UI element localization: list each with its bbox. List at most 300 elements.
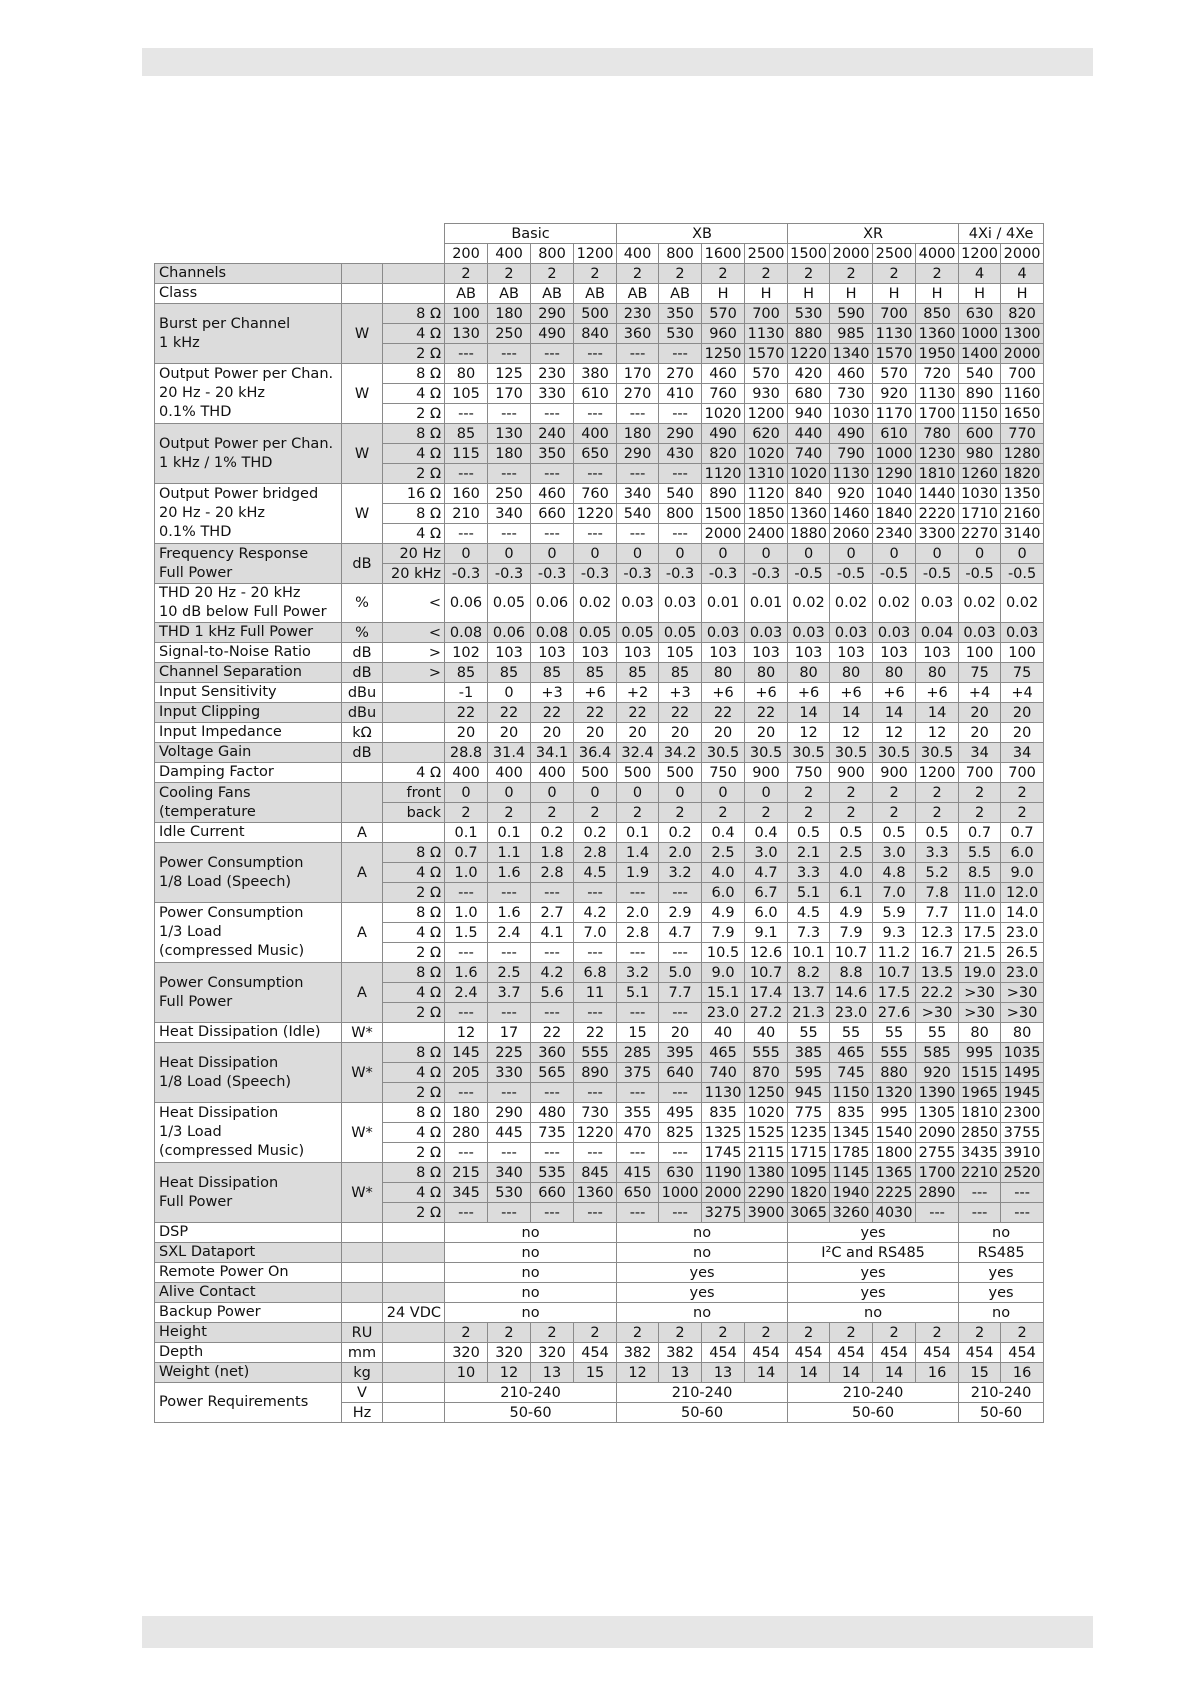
group-cell: no [617,1243,788,1263]
model-header: 200 [445,244,488,264]
table-cell: 0 [1001,544,1044,564]
table-cell: 565 [531,1063,574,1083]
table-cell: 2 [531,803,574,823]
group-cell: no [788,1303,959,1323]
table-cell: 1.4 [617,843,659,863]
table-cell: 980 [959,444,1001,464]
row-unit: W* [342,1023,383,1043]
table-cell: 700 [1001,364,1044,384]
table-cell: 0 [702,783,745,803]
table-cell: 3435 [959,1143,1001,1163]
row-unit: A [342,963,383,1023]
row-sublabel [383,723,445,743]
table-cell: 0.1 [488,823,531,843]
table-cell: 3.2 [659,863,702,883]
table-cell: 0.02 [1001,584,1044,623]
table-cell: 1820 [788,1183,830,1203]
table-cell: --- [659,943,702,963]
table-cell: 2400 [745,524,788,544]
table-cell: 1850 [745,504,788,524]
row-label [155,1363,342,1383]
table-cell: --- [445,404,488,424]
table-cell: 20 [702,723,745,743]
row-label-line: Depth [159,1344,204,1360]
table-cell: 5.2 [916,863,959,883]
table-cell: 12 [873,723,916,743]
row-label [155,1163,342,1223]
row-label-line: Power Consumption [159,974,304,991]
table-cell: 470 [617,1123,659,1143]
model-header: 400 [488,244,531,264]
table-cell: 22 [531,703,574,723]
table-cell: 20 [1001,723,1044,743]
table-cell: 2.7 [531,903,574,923]
table-cell: --- [488,1143,531,1163]
table-cell: 6.0 [1001,843,1044,863]
table-row [155,783,1044,803]
table-cell: 0 [745,783,788,803]
table-cell: 1390 [916,1083,959,1103]
table-cell: 465 [702,1043,745,1063]
table-row [155,1383,1044,1403]
table-cell: 2 [959,803,1001,823]
table-cell: 700 [1001,763,1044,783]
row-label-line: Damping Factor [159,764,274,780]
table-cell: 775 [788,1103,830,1123]
table-cell: --- [574,524,617,544]
table-cell: 1360 [574,1183,617,1203]
row-label-line: Power Consumption [159,854,304,871]
table-cell: 1130 [830,464,873,484]
row-label [155,1263,342,1283]
row-unit: W [342,424,383,484]
table-cell: 454 [916,1343,959,1363]
model-header: 400 [617,244,659,264]
table-cell: 1250 [702,344,745,364]
table-row [155,663,1044,683]
table-cell: 535 [531,1163,574,1183]
table-cell: 460 [830,364,873,384]
group-cell: no [959,1223,1044,1243]
table-cell: 820 [1001,304,1044,324]
table-cell: 20 [617,723,659,743]
table-cell: AB [445,284,488,304]
table-cell: 2.0 [617,903,659,923]
table-cell: 345 [445,1183,488,1203]
table-cell: 170 [488,384,531,404]
row-label-line: Channel Separation [159,664,302,680]
table-cell: --- [659,1083,702,1103]
row-sublabel [383,683,445,703]
table-cell: 850 [916,304,959,324]
table-cell: 880 [873,1063,916,1083]
table-cell: 2 [1001,783,1044,803]
row-sublabel: 8 Ω [383,1163,445,1183]
table-cell: 0.06 [488,623,531,643]
table-cell: 3.0 [745,843,788,863]
group-cell: 210-240 [959,1383,1044,1403]
row-label [155,1303,342,1323]
table-cell: H [916,284,959,304]
table-cell: 15.1 [702,983,745,1003]
table-cell: 540 [659,484,702,504]
table-cell: 80 [745,663,788,683]
row-sublabel: 8 Ω [383,504,445,524]
row-label-line: Input Sensitivity [159,684,277,700]
table-cell: 12.0 [1001,883,1044,903]
table-cell: 80 [788,663,830,683]
row-sublabel: 20 Hz [383,544,445,564]
group-cell: yes [959,1283,1044,1303]
row-sublabel: 8 Ω [383,424,445,444]
specifications-table [154,223,1044,1423]
table-cell: 720 [916,364,959,384]
table-cell: 230 [617,304,659,324]
table-cell: 7.7 [916,903,959,923]
table-cell: 940 [788,404,830,424]
group-header-row [155,224,1044,244]
table-cell: 14 [873,703,916,723]
model-header: 2500 [873,244,916,264]
table-row [155,584,1044,623]
table-cell: 55 [788,1023,830,1043]
group-cell: no [445,1263,617,1283]
table-cell: 10.5 [702,943,745,963]
table-cell: 0.1 [445,823,488,843]
table-cell: 600 [959,424,1001,444]
table-cell: 21.3 [788,1003,830,1023]
row-sublabel [383,264,445,284]
table-cell: 16 [1001,1363,1044,1383]
table-cell: 215 [445,1163,488,1183]
table-cell: 17.5 [959,923,1001,943]
table-cell: 85 [531,663,574,683]
table-cell: -0.3 [659,564,702,584]
row-sublabel: 24 VDC [383,1303,445,1323]
table-cell: 2.9 [659,903,702,923]
table-cell: 700 [959,763,1001,783]
table-cell: 2 [574,1323,617,1343]
table-row [155,304,1044,324]
table-cell: 490 [531,324,574,344]
table-row [155,1323,1044,1343]
table-cell: 22 [617,703,659,723]
row-sublabel [383,1223,445,1243]
table-cell: >30 [916,1003,959,1023]
table-cell: 2.4 [488,923,531,943]
table-cell: AB [488,284,531,304]
row-sublabel: > [383,663,445,683]
table-cell: 0.2 [659,823,702,843]
table-cell: 1220 [574,1123,617,1143]
table-cell: 3140 [1001,524,1044,544]
table-cell: --- [574,1083,617,1103]
table-cell: 395 [659,1043,702,1063]
table-cell: +4 [959,683,1001,703]
table-cell: 36.4 [574,743,617,763]
row-sublabel: 4 Ω [383,524,445,544]
table-cell: 454 [745,1343,788,1363]
table-row [155,743,1044,763]
table-cell: --- [488,344,531,364]
row-label [155,823,342,843]
table-cell: 1200 [916,763,959,783]
model-header: 4000 [916,244,959,264]
table-cell: 2.8 [574,843,617,863]
table-cell: 360 [617,324,659,344]
table-cell: 0.7 [1001,823,1044,843]
table-cell: -0.5 [1001,564,1044,584]
table-cell: 880 [788,324,830,344]
table-cell: 1360 [916,324,959,344]
table-cell: 900 [745,763,788,783]
table-cell: 400 [574,424,617,444]
table-cell: 4.7 [659,923,702,943]
table-cell: 22 [445,703,488,723]
row-label-line: THD 1 kHz Full Power [159,624,314,640]
table-cell: >30 [959,983,1001,1003]
table-cell: 2 [702,1323,745,1343]
table-cell: 103 [617,643,659,663]
table-cell: 460 [531,484,574,504]
table-cell: --- [488,883,531,903]
table-cell: 2 [873,1323,916,1343]
table-cell: 0 [788,544,830,564]
table-cell: 0.03 [830,623,873,643]
table-cell: 945 [788,1083,830,1103]
table-cell: --- [531,464,574,484]
model-header: 1500 [788,244,830,264]
table-row [155,963,1044,983]
table-cell: 0 [574,544,617,564]
table-cell: --- [617,1203,659,1223]
table-row [155,1263,1044,1283]
table-cell: 400 [445,763,488,783]
row-unit [342,1243,383,1263]
table-cell: 790 [830,444,873,464]
table-cell: 55 [830,1023,873,1043]
table-cell: +6 [830,683,873,703]
table-cell: 740 [788,444,830,464]
table-cell: 1940 [830,1183,873,1203]
table-cell: 740 [702,1063,745,1083]
table-cell: 270 [659,364,702,384]
table-row [155,823,1044,843]
table-cell: -0.5 [873,564,916,584]
table-cell: --- [531,524,574,544]
table-cell: 4.5 [574,863,617,883]
row-sublabel [383,703,445,723]
table-cell: 100 [959,643,1001,663]
table-cell: 2 [659,803,702,823]
group-cell: no [959,1303,1044,1323]
table-row [155,1343,1044,1363]
table-cell: 382 [659,1343,702,1363]
row-label [155,643,342,663]
model-header: 800 [659,244,702,264]
row-unit: A [342,823,383,843]
table-cell: 745 [830,1063,873,1083]
table-cell: 900 [873,763,916,783]
table-cell: 20 [959,703,1001,723]
model-header: 1600 [702,244,745,264]
table-cell: 26.5 [1001,943,1044,963]
table-cell: 2.5 [702,843,745,863]
table-cell: 1745 [702,1143,745,1163]
table-cell: 12 [617,1363,659,1383]
table-cell: 2 [745,1323,788,1343]
table-cell: 0 [830,544,873,564]
table-cell: 8.8 [830,963,873,983]
table-cell: 0.05 [574,623,617,643]
table-cell: --- [445,464,488,484]
table-cell: --- [531,1203,574,1223]
row-sublabel: 2 Ω [383,344,445,364]
table-cell: -0.3 [531,564,574,584]
row-label-line: Heat Dissipation [159,1054,279,1071]
table-cell: 22.2 [916,983,959,1003]
table-cell: --- [445,1203,488,1223]
row-sublabel: 4 Ω [383,983,445,1003]
table-cell: 2115 [745,1143,788,1163]
row-unit: W* [342,1043,383,1103]
row-label-line: Frequency Response [159,545,309,562]
table-cell: 2520 [1001,1163,1044,1183]
table-cell: 0 [574,783,617,803]
row-unit: dBu [342,683,383,703]
row-unit [342,1303,383,1323]
table-cell: 10.7 [830,943,873,963]
table-cell: 2 [617,1323,659,1343]
table-cell: H [830,284,873,304]
table-cell: 14 [873,1363,916,1383]
table-cell: 1570 [873,344,916,364]
table-cell: 1030 [959,484,1001,504]
table-cell: --- [445,344,488,364]
table-cell: 500 [617,763,659,783]
table-cell: 465 [830,1043,873,1063]
table-cell: 0 [745,544,788,564]
table-cell: 100 [445,304,488,324]
table-cell: 17.5 [873,983,916,1003]
group-cell: no [617,1303,788,1323]
row-sublabel [383,1263,445,1283]
table-cell: 0.02 [830,584,873,623]
table-cell: 23.0 [702,1003,745,1023]
table-cell: 3.7 [488,983,531,1003]
table-cell: 80 [959,1023,1001,1043]
table-cell: 103 [873,643,916,663]
row-label-line: 1/3 Load [159,1124,222,1140]
table-cell: 2 [659,264,702,284]
table-cell: 4 [959,264,1001,284]
table-row [155,623,1044,643]
table-cell: 12 [916,723,959,743]
table-cell: 0 [531,783,574,803]
table-cell: --- [617,883,659,903]
group-header: 4Xi / 4Xe [959,224,1044,244]
table-cell: 570 [873,364,916,384]
table-cell: 20 [445,723,488,743]
table-row [155,683,1044,703]
table-cell: 920 [916,1063,959,1083]
table-cell: 1700 [916,1163,959,1183]
row-label-line: 1 kHz / 1% THD [159,454,273,471]
table-cell: 700 [873,304,916,324]
table-cell: 3.3 [788,863,830,883]
table-cell: 0 [488,544,531,564]
table-cell: 31.4 [488,743,531,763]
row-unit: % [342,584,383,623]
table-cell: 2290 [745,1183,788,1203]
row-sublabel [383,743,445,763]
table-cell: 890 [959,384,1001,404]
row-sublabel: 4 Ω [383,1063,445,1083]
table-cell: 995 [959,1043,1001,1063]
table-cell: 2225 [873,1183,916,1203]
table-cell: 800 [659,504,702,524]
row-label [155,304,342,364]
table-cell: 1515 [959,1063,1001,1083]
table-cell: 760 [702,384,745,404]
row-label-line: 20 Hz - 20 kHz [159,505,265,521]
table-cell: 0.03 [916,584,959,623]
table-cell: 14 [745,1363,788,1383]
row-label-line: Heat Dissipation [159,1174,279,1191]
table-cell: 2.8 [617,923,659,943]
table-cell: 2755 [916,1143,959,1163]
table-cell: 285 [617,1043,659,1063]
table-cell: 85 [617,663,659,683]
table-cell: 2 [788,783,830,803]
table-cell: 540 [617,504,659,524]
row-label [155,843,342,903]
table-cell: 13 [531,1363,574,1383]
table-cell: --- [445,524,488,544]
row-unit [342,1263,383,1283]
table-cell: 0.5 [873,823,916,843]
table-cell: 735 [531,1123,574,1143]
table-cell: --- [659,1203,702,1223]
table-cell: 1800 [873,1143,916,1163]
row-sublabel: 8 Ω [383,963,445,983]
table-cell: 1525 [745,1123,788,1143]
table-cell: 180 [617,424,659,444]
table-cell: 4030 [873,1203,916,1223]
row-label-line: Power Requirements [159,1394,309,1410]
table-cell: 205 [445,1063,488,1083]
table-cell: 12 [488,1363,531,1383]
row-unit: W [342,304,383,364]
table-cell: 1.6 [488,863,531,883]
row-sublabel: 8 Ω [383,304,445,324]
table-cell: 34.2 [659,743,702,763]
table-cell: 1.8 [531,843,574,863]
table-cell: 1570 [745,344,788,364]
table-cell: 30.5 [745,743,788,763]
table-cell: 1305 [916,1103,959,1123]
table-cell: 410 [659,384,702,404]
table-cell: 3300 [916,524,959,544]
table-cell: 0 [617,783,659,803]
table-cell: 1495 [1001,1063,1044,1083]
table-cell: 1540 [873,1123,916,1143]
table-cell: 34 [1001,743,1044,763]
table-cell: 4.0 [702,863,745,883]
table-cell: 1810 [916,464,959,484]
table-cell: 0 [659,544,702,564]
table-cell: 2 [830,1323,873,1343]
